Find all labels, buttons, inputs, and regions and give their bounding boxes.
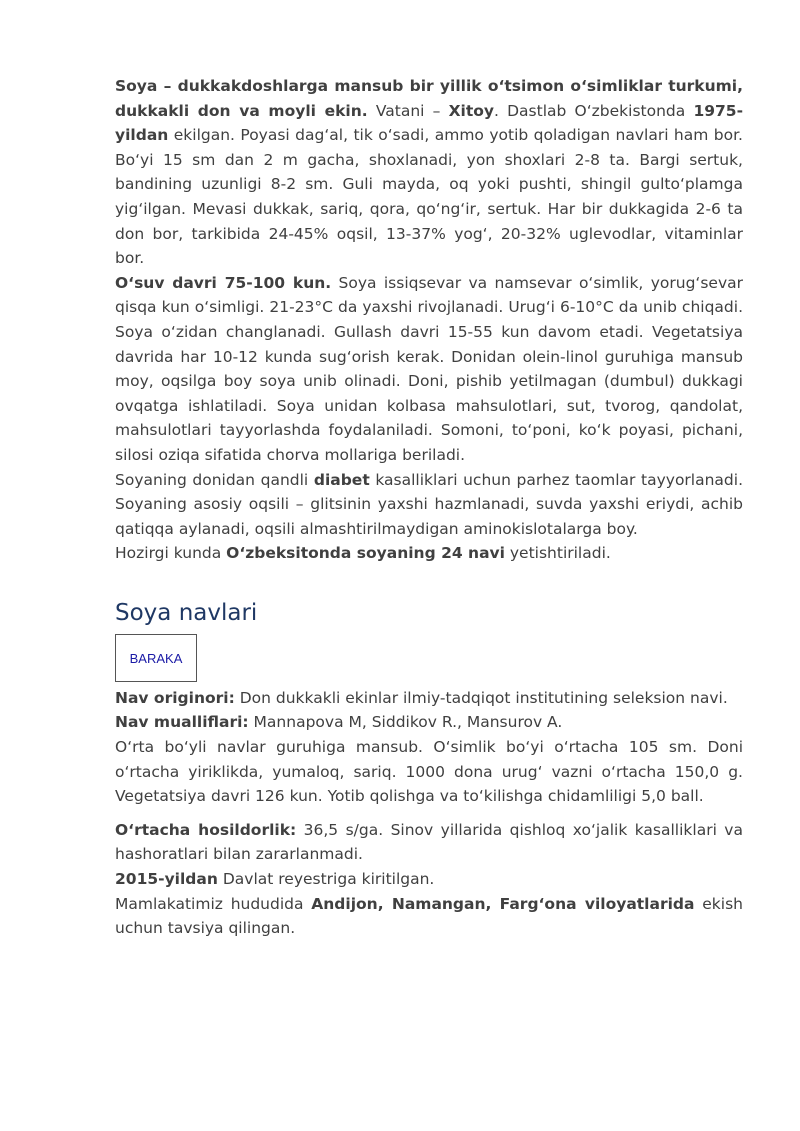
- intro-lead: Soya – dukkakdoshlarga mansub bir yillik o‘tsimon o‘simliklar turkumi, dukkakli don va moyli ekin.: [115, 77, 743, 120]
- authors-paragraph: [115, 710, 743, 735]
- diabet-bold: diabet: [313, 470, 370, 489]
- intro-text-1: Vatani –: [367, 101, 449, 120]
- region-paragraph: [115, 892, 743, 941]
- region-text-2: ekish uchun tavsiya qilingan.: [115, 894, 743, 938]
- count-paragraph: [115, 541, 743, 566]
- diabet-text-2: kasalliklari uchun parhez taomlar tayyorlanadi. Soyaning asosiy oqsili – glitsinin yaxshi hazmlanadi, suvda yaxshi eriydi, achib qatiqqa aylanadi, oqsili almashtirilmaydigan aminokislotalarga boy.: [115, 470, 743, 538]
- intro-paragraph: [115, 74, 743, 271]
- authors-label: Nav mualliflari:: [115, 713, 249, 732]
- section-title: Soya navlari: [115, 599, 258, 626]
- intro-text-3: ekilgan. Poyasi dag‘al, tik o‘sadi, ammo yotib qoladigan navlari ham bor. Bo‘yi 15 sm dan 2 m gacha, shoxlanadi, yon shoxlari 2-8 ta. Bargi sertuk, bandining uzunligi 8-2 sm. Guli mayda, oq yoki pushti, shingil gulto‘plamga yig‘ilgan. Mevasi dukkak, sariq, qora, qo‘ng‘ir, sertuk. Har bir dukkagida 2-6 ta don bor, tarkibida 24-45% oqsil, 13-37% yog‘, 20-32% uglevodlar, vitaminlar bor.: [115, 126, 743, 268]
- description-paragraph: O‘rta bo‘yli navlar guruhiga mansub. O‘simlik bo‘yi o‘rtacha 105 sm. Doni o‘rtacha yiriklikda, yumaloq, sariq. 1000 dona urug‘ vazni o‘rtacha 150,0 g. Vegetatsiya davri 126 kun. Yotib qolishga va to‘kilishga chidamliligi 5,0 ball.: [115, 738, 743, 806]
- diabet-text-1: Soyaning donidan qandli: [115, 470, 314, 489]
- intro-text-2: . Dastlab O‘zbekistonda: [494, 101, 694, 120]
- region-text-1: Mamlakatimiz hududida: [115, 894, 312, 913]
- registry-year: 2015-yildan: [115, 870, 218, 889]
- originator-text: Don dukkakli ekinlar ilmiy-tadqiqot institutining seleksion navi.: [234, 688, 728, 707]
- growth-paragraph: [115, 271, 743, 468]
- registry-text: Davlat reyestriga kiritilgan.: [217, 870, 435, 889]
- diabet-paragraph: [115, 468, 743, 542]
- intro-year: 1975-yildan: [115, 101, 744, 145]
- yield-text: 36,5 s/ga. Sinov yillarida qishloq xo‘jalik kasalliklari va hashoratlari bilan zararlanmadi.: [115, 820, 743, 864]
- growth-lead: O‘suv davri 75-100 kun.: [115, 273, 332, 292]
- document-page: [115, 74, 743, 941]
- authors-text: Mannapova M, Siddikov R., Mansurov A.: [248, 713, 563, 732]
- yield-paragraph: [115, 818, 743, 867]
- count-text-2: yetishtiriladi.: [504, 544, 611, 563]
- spacer: [115, 809, 743, 818]
- originator-paragraph: [115, 686, 743, 711]
- yield-label: O‘rtacha hosildorlik:: [115, 820, 297, 839]
- region-bold: Andijon, Namangan, Farg‘ona viloyatlarida: [311, 894, 695, 913]
- growth-text: Soya issiqsevar va namsevar o‘simlik, yorug‘sevar qisqa kun o‘simligi. 21-23°C da yaxshi rivojlanadi. Urug‘i 6-10°C da unib chiqadi. Soya o‘zidan changlanadi. Gullash davri 15-55 kun davom etadi. Vegetatsiya davrida har 10-12 kunda sug‘orish kerak. Donidan olein-linol guruhiga mansub moy, oqsilga boy soya unib olinadi. Doni, pishib yetilmagan (dumbul) dukkagi ovqatga ishlatiladi. Soya unidan kolbasa mahsulotlari, sut, tvorog, qandolat, mahsulotlari tayyorlashda foydalaniladi. Somoni, to‘poni, ko‘k poyasi, pichani, silosi oziqa sifatida chorva mollariga beriladi.: [115, 273, 743, 464]
- count-bold: O‘zbeksitonda soyaning 24 navi: [226, 544, 505, 563]
- variety-name-box: BARAKA: [115, 634, 197, 682]
- originator-label: Nav originori:: [115, 688, 235, 707]
- origin-country: Xitoy: [448, 101, 495, 120]
- count-text-1: Hozirgi kunda: [115, 544, 227, 563]
- registry-paragraph: [115, 867, 743, 892]
